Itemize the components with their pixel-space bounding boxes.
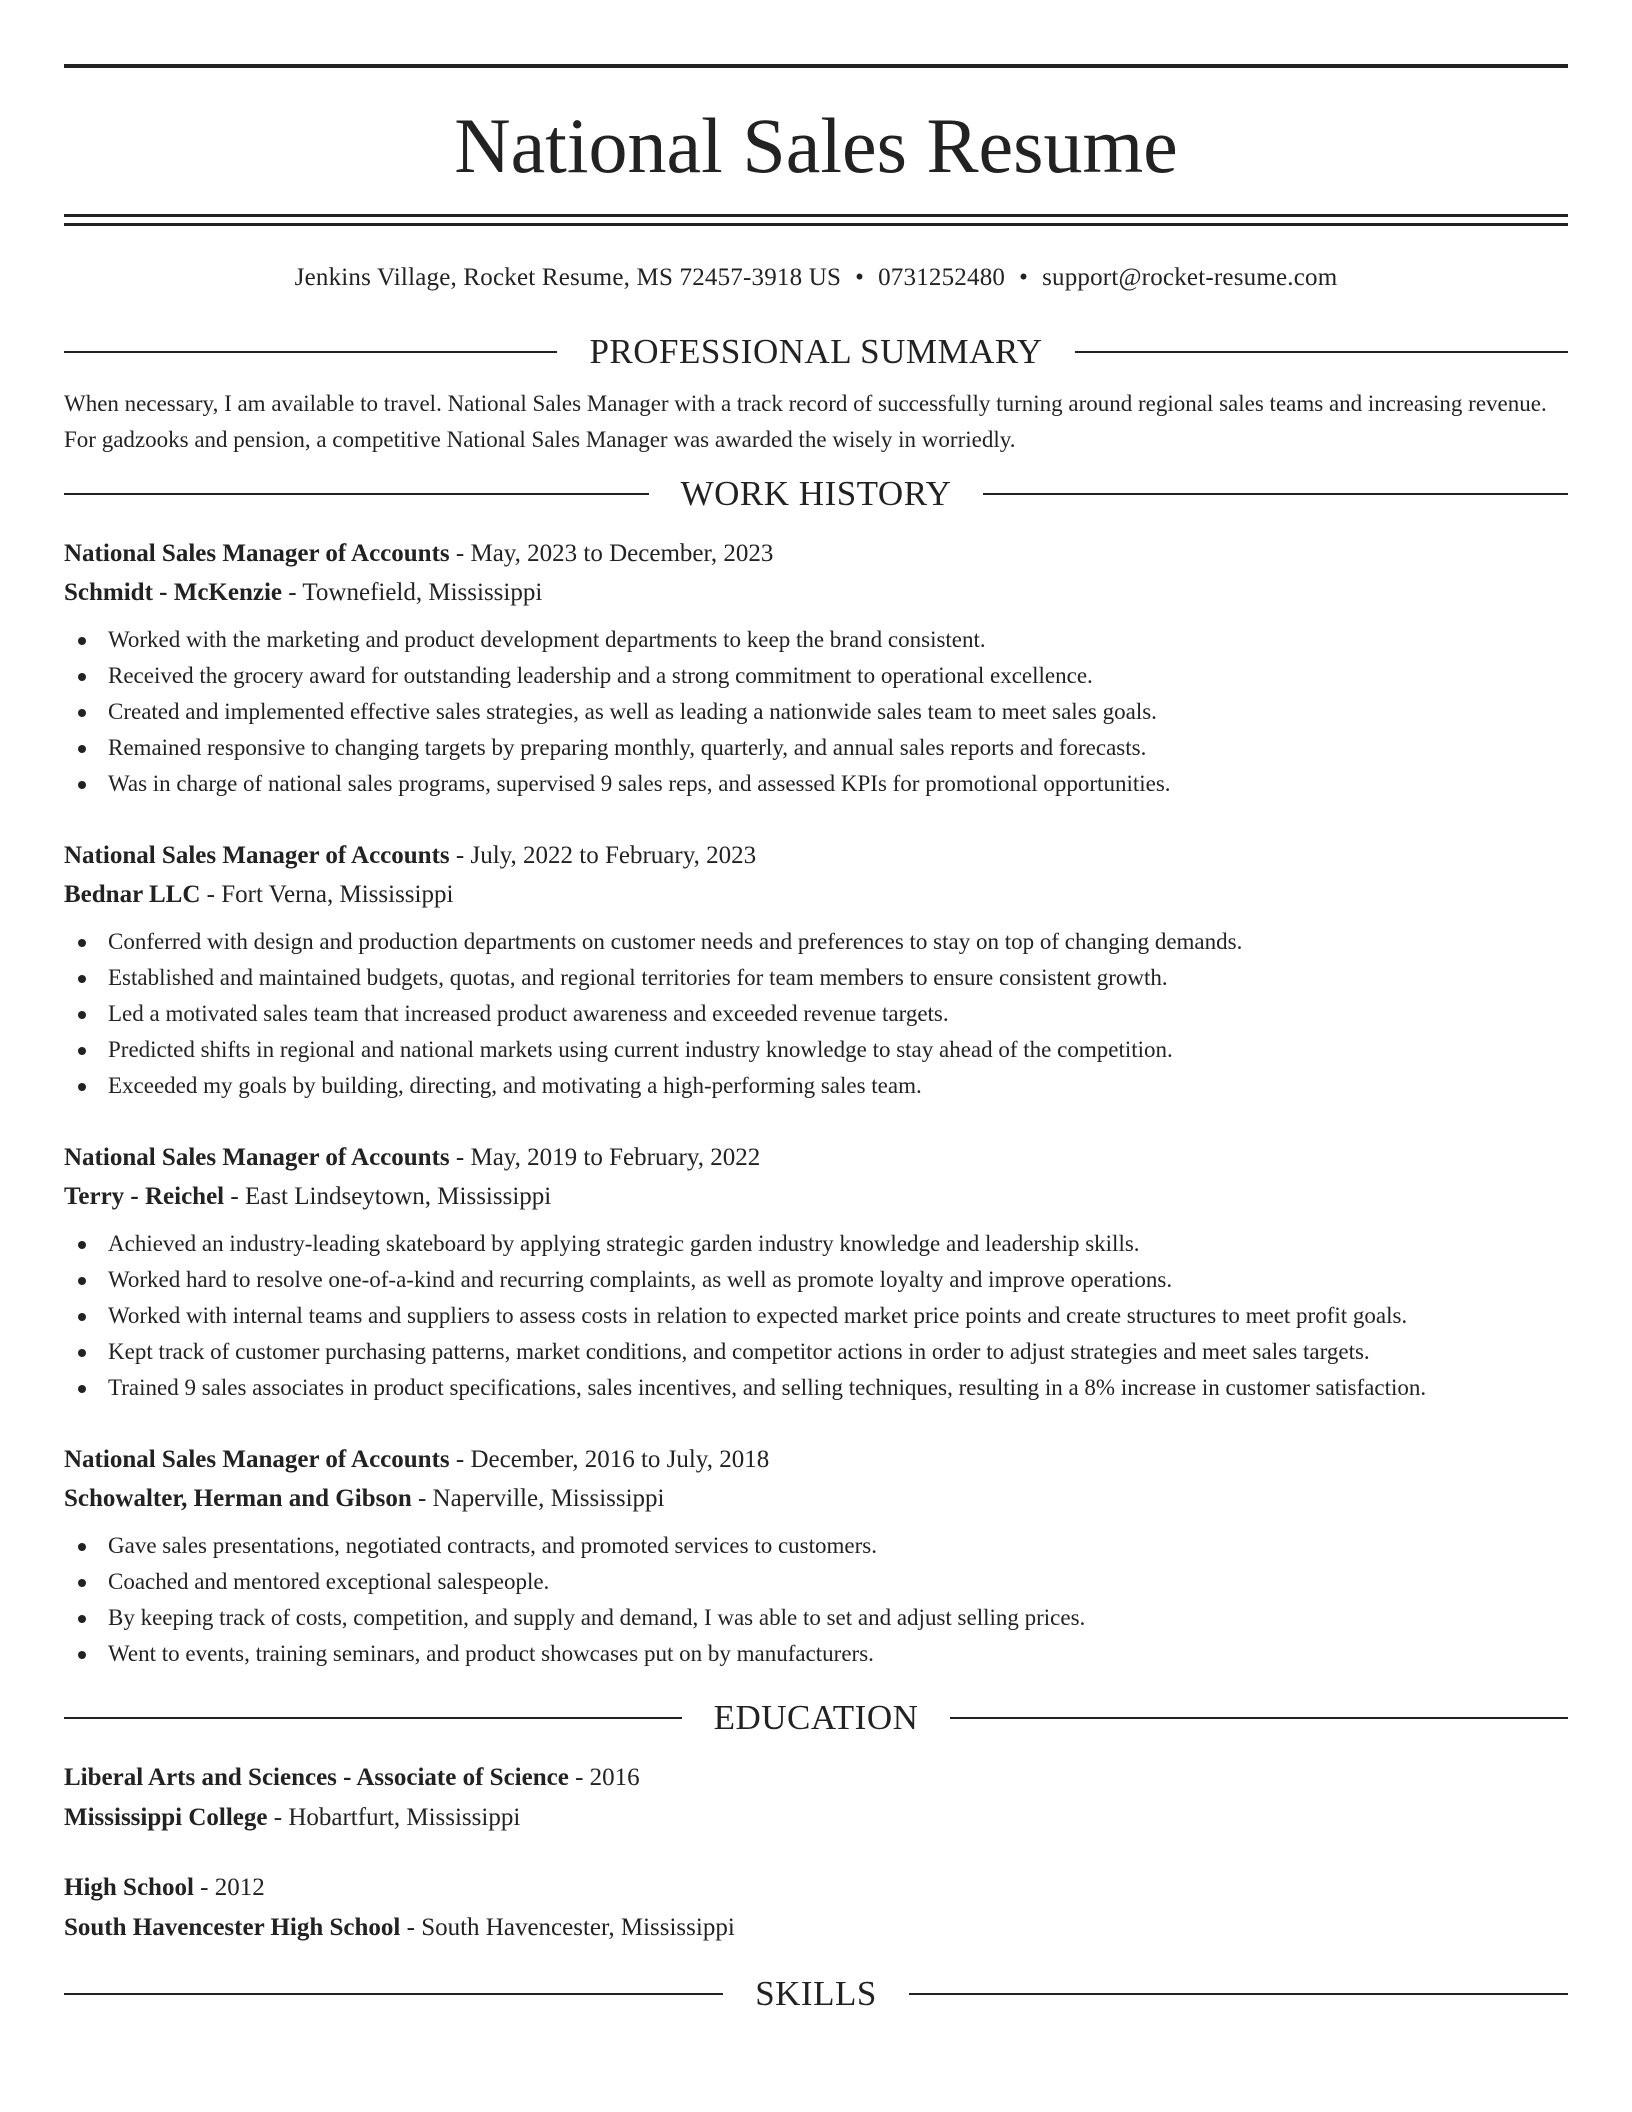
contact-phone: 0731252480 — [878, 264, 1006, 291]
contact-email: support@rocket-resume.com — [1042, 264, 1338, 291]
job-bullet — [64, 1564, 1568, 1600]
section-heading-label: WORK HISTORY — [680, 474, 952, 513]
job-bullet — [64, 766, 1568, 802]
job-bullet — [64, 1528, 1568, 1564]
job-company: Schmidt - McKenzie — [64, 579, 283, 606]
job-title: National Sales Manager of Accounts — [64, 1144, 450, 1171]
heading-rule-right — [1075, 351, 1568, 353]
job-bullet-text: Created and implemented effective sales strategies, as well as leading a nationwide sales team to meet sales goals. — [108, 699, 1157, 724]
contact-address: Jenkins Village, Rocket Resume, MS 72457-3918 US — [294, 264, 842, 291]
bullet-dot — [78, 975, 86, 983]
job-bullet — [64, 1636, 1568, 1672]
job-bullet — [64, 658, 1568, 694]
job-bullet — [64, 1370, 1568, 1406]
job-bullet-text: Went to events, training seminars, and product showcases put on by manufacturers. — [108, 1641, 874, 1666]
job-entry — [64, 836, 1568, 1104]
job-location: - East Lindseytown, Mississippi — [224, 1183, 552, 1210]
job-bullet-text: Worked with the marketing and product development departments to keep the brand consistent. — [108, 627, 986, 652]
section-heading-label: SKILLS — [755, 1974, 877, 2013]
job-bullet-text: Worked with internal teams and suppliers to assess costs in relation to expected market price points and create structures to meet profit goals. — [108, 1303, 1408, 1328]
job-title-line — [64, 1440, 1568, 1479]
section-heading-work-history — [64, 472, 1568, 516]
education-degree: Liberal Arts and Sciences - Associate of Science — [64, 1764, 569, 1791]
job-title: National Sales Manager of Accounts — [64, 842, 450, 869]
job-company-line — [64, 875, 1568, 914]
job-bullet-text: Trained 9 sales associates in product specifications, sales incentives, and selling techniques, resulting in a 8% increase in customer satisfaction. — [108, 1375, 1427, 1400]
job-title: National Sales Manager of Accounts — [64, 540, 450, 567]
job-bullet — [64, 694, 1568, 730]
bullet-dot — [78, 673, 86, 681]
job-bullet — [64, 1600, 1568, 1636]
job-bullet — [64, 1298, 1568, 1334]
job-bullet-list — [64, 622, 1568, 802]
bullet-dot — [78, 939, 86, 947]
section-heading-label: EDUCATION — [713, 1698, 919, 1737]
job-bullet — [64, 1334, 1568, 1370]
heading-rule-right — [909, 1993, 1568, 1995]
bullet-dot — [78, 1083, 86, 1091]
bullet-dot — [78, 709, 86, 717]
job-bullet-text: Kept track of customer purchasing patterns, market conditions, and competitor actions in order to adjust strategies and meet sales targets. — [108, 1339, 1370, 1364]
heading-rule-left — [64, 1717, 682, 1719]
job-bullet-text: Worked hard to resolve one-of-a-kind and recurring complaints, as well as promote loyalty and improve operations. — [108, 1267, 1173, 1292]
job-company: Schowalter, Herman and Gibson — [64, 1485, 412, 1512]
bullet-dot — [78, 1543, 86, 1551]
bullet-dot — [78, 1349, 86, 1357]
job-bullet-text: Gave sales presentations, negotiated contracts, and promoted services to customers. — [108, 1533, 877, 1558]
job-title: National Sales Manager of Accounts — [64, 1446, 450, 1473]
job-bullet — [64, 1068, 1568, 1104]
job-bullet-text: Established and maintained budgets, quotas, and regional territories for team members to ensure consistent growth. — [108, 965, 1168, 990]
job-bullet-text: Remained responsive to changing targets by preparing monthly, quarterly, and annual sales reports and forecasts. — [108, 735, 1147, 760]
bullet-dot — [78, 1011, 86, 1019]
job-company-line — [64, 1479, 1568, 1518]
contact-separator: • — [855, 264, 865, 291]
section-heading-label: PROFESSIONAL SUMMARY — [589, 332, 1043, 371]
job-dates: - July, 2022 to February, 2023 — [449, 842, 757, 869]
job-bullet-list — [64, 1528, 1568, 1672]
bullet-dot — [78, 1313, 86, 1321]
job-location: - Naperville, Mississippi — [411, 1485, 665, 1512]
heading-rule-left — [64, 1993, 723, 1995]
bullet-dot — [78, 1277, 86, 1285]
education-school: Mississippi College — [64, 1804, 268, 1831]
job-bullet — [64, 730, 1568, 766]
education-school-line — [64, 1908, 1568, 1948]
job-bullet-text: Received the grocery award for outstanding leadership and a strong commitment to operational excellence. — [108, 663, 1093, 688]
job-bullet — [64, 1032, 1568, 1068]
page-title: National Sales Resume — [454, 102, 1178, 189]
job-location: - Fort Verna, Mississippi — [200, 881, 454, 908]
job-entry — [64, 1440, 1568, 1672]
job-company-line — [64, 573, 1568, 612]
education-school: South Havencester High School — [64, 1914, 401, 1941]
job-bullet-text: Led a motivated sales team that increased product awareness and exceeded revenue targets. — [108, 1001, 949, 1026]
resume-page — [64, 64, 1568, 2016]
job-company: Terry - Reichel — [64, 1183, 225, 1210]
section-heading-skills — [64, 1972, 1568, 2016]
job-bullet-list — [64, 1226, 1568, 1406]
top-rule — [64, 64, 1568, 68]
job-title-line — [64, 534, 1568, 573]
education-location: - South Havencester, Mississippi — [400, 1914, 735, 1941]
job-bullet-text: Exceeded my goals by building, directing, and motivating a high-performing sales team. — [108, 1073, 922, 1098]
job-location: - Townefield, Mississippi — [282, 579, 543, 606]
education-year: - 2012 — [193, 1874, 265, 1901]
job-company-line — [64, 1177, 1568, 1216]
bullet-dot — [78, 781, 86, 789]
bullet-dot — [78, 745, 86, 753]
summary-text: When necessary, I am available to travel. National Sales Manager with a track record of successfully turning around regional sales teams and increasing revenue. For gadzooks and pension, a competitive National Sales Manager was awarded the wisely in worriedly. — [64, 391, 1547, 452]
job-bullet — [64, 996, 1568, 1032]
bullet-dot — [78, 1047, 86, 1055]
education-year: - 2016 — [568, 1764, 640, 1791]
education-location: - Hobartfurt, Mississippi — [267, 1804, 521, 1831]
education-degree-line — [64, 1868, 1568, 1908]
job-title-line — [64, 836, 1568, 875]
job-bullet — [64, 622, 1568, 658]
bullet-dot — [78, 1615, 86, 1623]
bullet-dot — [78, 1385, 86, 1393]
job-bullet — [64, 924, 1568, 960]
section-heading-summary — [64, 330, 1568, 374]
contact-separator: • — [1019, 264, 1029, 291]
job-bullet-text: Achieved an industry-leading skateboard by applying strategic garden industry knowledge and leadership skills. — [108, 1231, 1140, 1256]
education-school-line — [64, 1798, 1568, 1838]
job-bullet-text: Predicted shifts in regional and national markets using current industry knowledge to stay ahead of the competition. — [108, 1037, 1173, 1062]
job-bullet — [64, 1226, 1568, 1262]
heading-rule-right — [983, 493, 1568, 495]
education-entry — [64, 1758, 1568, 1838]
education-entry — [64, 1868, 1568, 1948]
job-entry — [64, 1138, 1568, 1406]
job-bullet-text: Conferred with design and production departments on customer needs and preferences to stay on top of changing demands. — [108, 929, 1243, 954]
job-bullet-text: By keeping track of costs, competition, and supply and demand, I was able to set and adjust selling prices. — [108, 1605, 1086, 1630]
heading-rule-right — [950, 1717, 1568, 1719]
job-dates: - December, 2016 to July, 2018 — [449, 1446, 770, 1473]
heading-rule-left — [64, 351, 557, 353]
education-degree: High School — [64, 1874, 194, 1901]
job-bullet — [64, 1262, 1568, 1298]
job-title-line — [64, 1138, 1568, 1177]
job-bullet-text: Coached and mentored exceptional salespeople. — [108, 1569, 550, 1594]
job-bullet — [64, 960, 1568, 996]
bullet-dot — [78, 1651, 86, 1659]
bullet-dot — [78, 637, 86, 645]
job-dates: - May, 2019 to February, 2022 — [449, 1144, 761, 1171]
heading-rule-left — [64, 493, 649, 495]
job-dates: - May, 2023 to December, 2023 — [449, 540, 774, 567]
education-degree-line — [64, 1758, 1568, 1798]
job-bullet-text: Was in charge of national sales programs, supervised 9 sales reps, and assessed KPIs for promotional opportunities. — [108, 771, 1171, 796]
job-company: Bednar LLC — [64, 881, 201, 908]
contact-line — [64, 262, 1568, 294]
bullet-dot — [78, 1579, 86, 1587]
job-entry — [64, 534, 1568, 802]
bullet-dot — [78, 1241, 86, 1249]
section-heading-education — [64, 1696, 1568, 1740]
job-bullet-list — [64, 924, 1568, 1104]
title-double-rule — [64, 214, 1568, 226]
